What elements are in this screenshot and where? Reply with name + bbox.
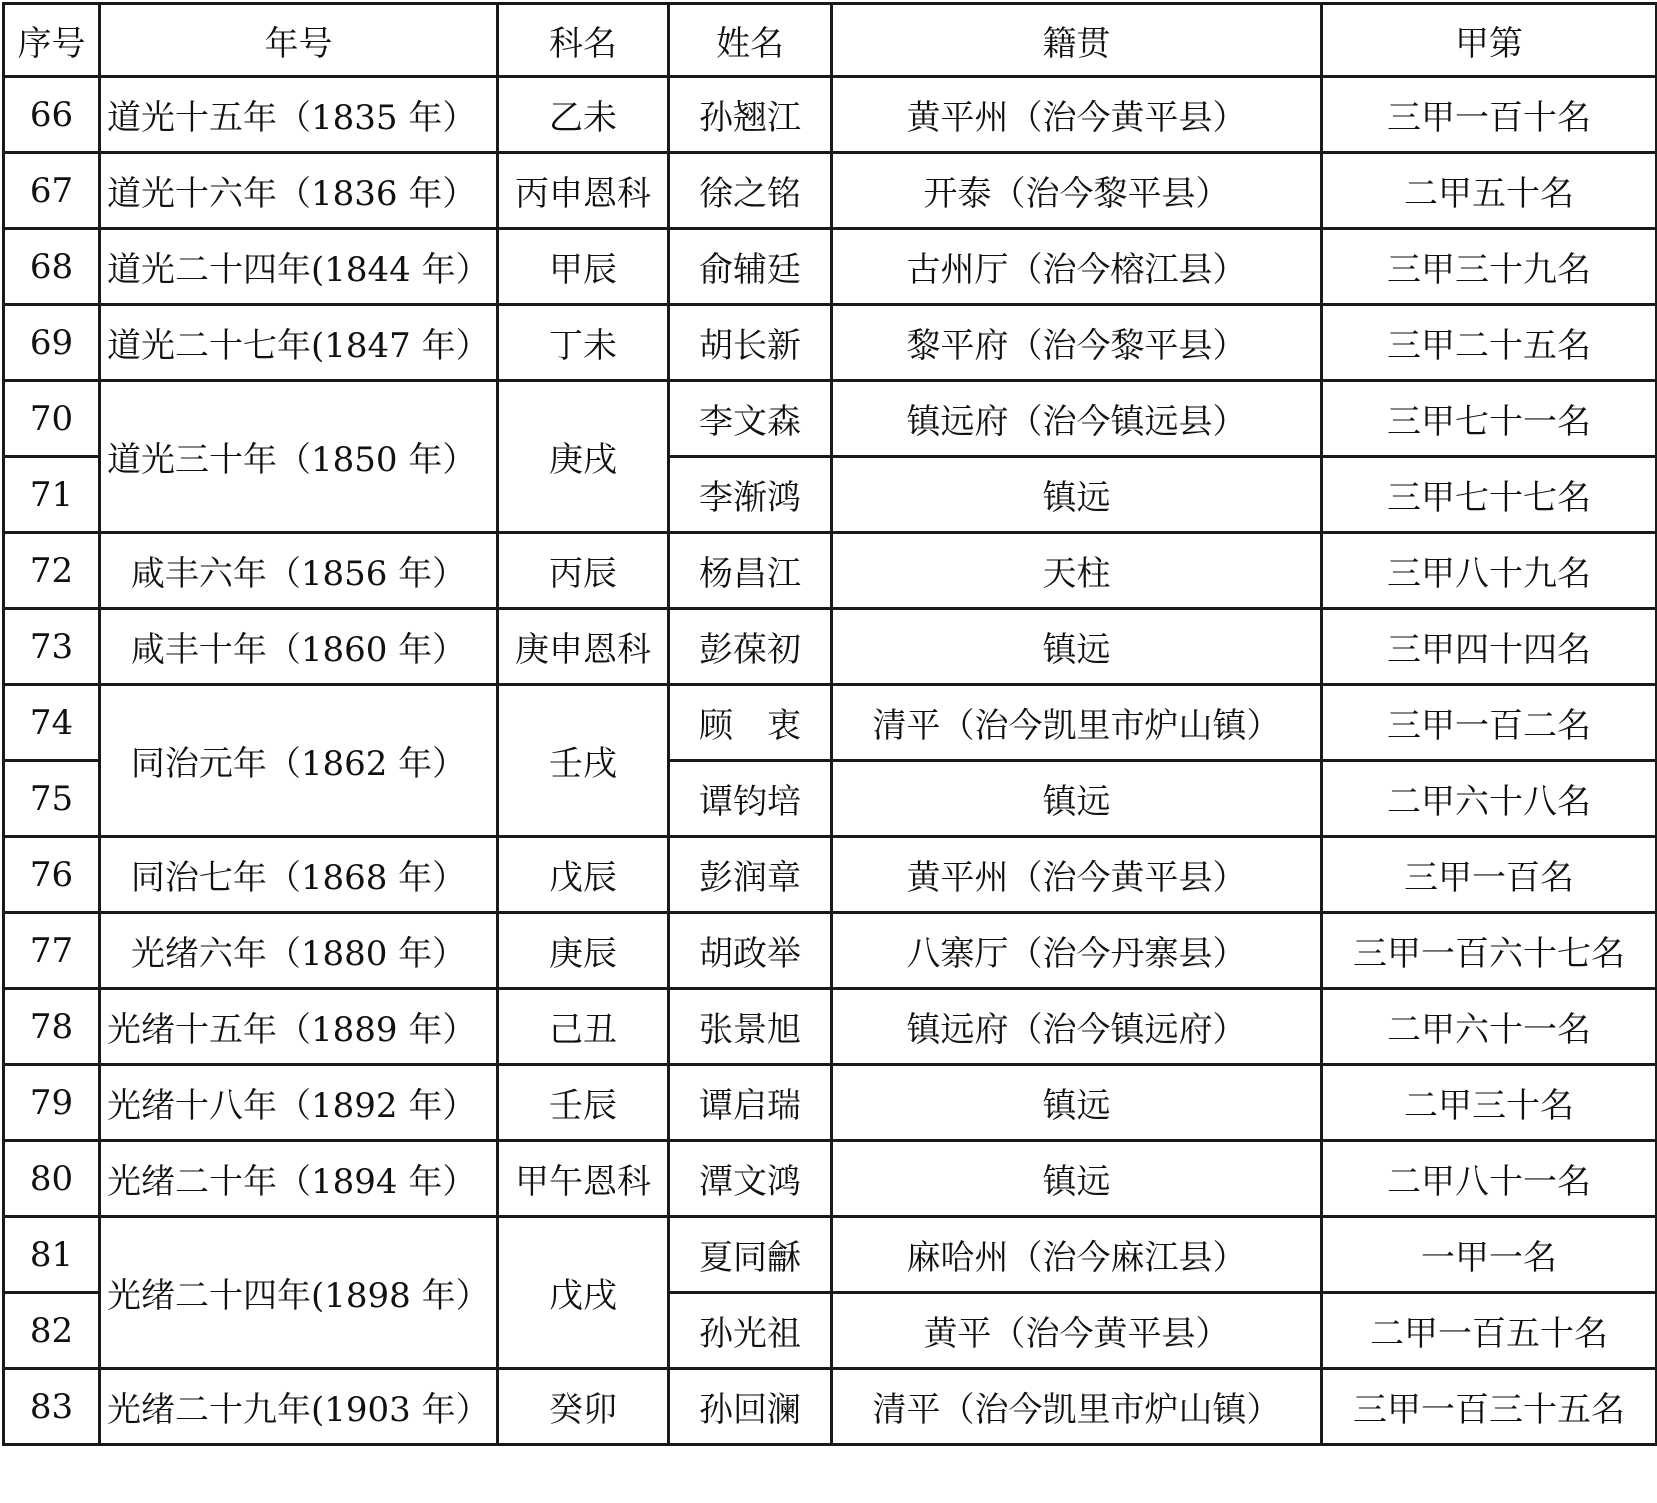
table-row (4, 229, 1657, 305)
cell-era: 道光十六年（1836 年） (100, 153, 498, 229)
cell-rank: 三甲四十四名 (1322, 609, 1657, 685)
jinshi-table (2, 2, 1657, 1446)
cell-era: 光绪二十九年(1903 年） (100, 1369, 498, 1445)
cell-no: 76 (4, 837, 100, 913)
table-row (4, 609, 1657, 685)
cell-origin: 古州厅（治今榕江县） (832, 229, 1322, 305)
cell-name: 谭钧培 (669, 761, 832, 837)
cell-era: 道光二十四年(1844 年） (100, 229, 498, 305)
cell-origin: 开泰（治今黎平县） (832, 153, 1322, 229)
cell-rank: 三甲七十七名 (1322, 457, 1657, 533)
cell-era: 光绪六年（1880 年） (100, 913, 498, 989)
cell-no: 83 (4, 1369, 100, 1445)
cell-name: 谭启瑞 (669, 1065, 832, 1141)
cell-ke: 丙申恩科 (498, 153, 669, 229)
cell-ke: 丁未 (498, 305, 669, 381)
table-row (4, 77, 1657, 153)
header-origin: 籍贯 (832, 4, 1322, 77)
table-row (4, 1141, 1657, 1217)
cell-origin: 镇远 (832, 609, 1322, 685)
cell-rank: 三甲一百三十五名 (1322, 1369, 1657, 1445)
cell-rank: 一甲一名 (1322, 1217, 1657, 1293)
cell-era: 光绪十八年（1892 年） (100, 1065, 498, 1141)
cell-era: 咸丰六年（1856 年） (100, 533, 498, 609)
cell-origin: 黄平（治今黄平县） (832, 1293, 1322, 1369)
cell-origin: 镇远 (832, 1141, 1322, 1217)
cell-origin: 清平（治今凯里市炉山镇） (832, 1369, 1322, 1445)
cell-era: 道光二十七年(1847 年） (100, 305, 498, 381)
cell-no: 74 (4, 685, 100, 761)
cell-name: 孙翘江 (669, 77, 832, 153)
table-row (4, 533, 1657, 609)
header-name: 姓名 (669, 4, 832, 77)
cell-name: 李渐鸿 (669, 457, 832, 533)
cell-name: 胡长新 (669, 305, 832, 381)
cell-era: 光绪二十四年(1898 年） (100, 1217, 498, 1369)
cell-origin: 麻哈州（治今麻江县） (832, 1217, 1322, 1293)
cell-ke: 戊戌 (498, 1217, 669, 1369)
cell-origin: 黄平州（治今黄平县） (832, 837, 1322, 913)
table-row (4, 837, 1657, 913)
cell-name: 俞辅廷 (669, 229, 832, 305)
header-rank: 甲第 (1322, 4, 1657, 77)
cell-no: 80 (4, 1141, 100, 1217)
cell-rank: 三甲一百十名 (1322, 77, 1657, 153)
cell-origin: 镇远府（治今镇远县） (832, 381, 1322, 457)
cell-ke: 丙辰 (498, 533, 669, 609)
cell-name: 胡政举 (669, 913, 832, 989)
cell-era: 光绪二十年（1894 年） (100, 1141, 498, 1217)
cell-rank: 二甲六十八名 (1322, 761, 1657, 837)
table-row (4, 305, 1657, 381)
cell-ke: 戊辰 (498, 837, 669, 913)
cell-ke: 己丑 (498, 989, 669, 1065)
cell-rank: 三甲一百六十七名 (1322, 913, 1657, 989)
cell-no: 81 (4, 1217, 100, 1293)
cell-no: 68 (4, 229, 100, 305)
cell-origin: 天柱 (832, 533, 1322, 609)
cell-no: 79 (4, 1065, 100, 1141)
table-row (4, 1217, 1657, 1293)
cell-ke: 庚申恩科 (498, 609, 669, 685)
header-row (4, 4, 1657, 77)
cell-rank: 二甲五十名 (1322, 153, 1657, 229)
cell-ke: 庚辰 (498, 913, 669, 989)
cell-origin: 黎平府（治今黎平县） (832, 305, 1322, 381)
cell-no: 78 (4, 989, 100, 1065)
cell-name: 彭润章 (669, 837, 832, 913)
table-row (4, 913, 1657, 989)
cell-rank: 三甲一百二名 (1322, 685, 1657, 761)
table-row (4, 1369, 1657, 1445)
header-era: 年号 (100, 4, 498, 77)
cell-ke: 庚戌 (498, 381, 669, 533)
cell-name: 徐之铭 (669, 153, 832, 229)
table-row (4, 1065, 1657, 1141)
cell-origin: 镇远府（治今镇远府） (832, 989, 1322, 1065)
header-no: 序号 (4, 4, 100, 77)
cell-ke: 壬辰 (498, 1065, 669, 1141)
cell-no: 66 (4, 77, 100, 153)
cell-ke: 壬戌 (498, 685, 669, 837)
cell-rank: 三甲七十一名 (1322, 381, 1657, 457)
cell-era: 光绪十五年（1889 年） (100, 989, 498, 1065)
cell-rank: 三甲八十九名 (1322, 533, 1657, 609)
cell-name: 张景旭 (669, 989, 832, 1065)
cell-no: 77 (4, 913, 100, 989)
cell-origin: 黄平州（治今黄平县） (832, 77, 1322, 153)
cell-no: 82 (4, 1293, 100, 1369)
cell-name: 孙光祖 (669, 1293, 832, 1369)
cell-origin: 镇远 (832, 1065, 1322, 1141)
cell-origin: 镇远 (832, 457, 1322, 533)
cell-rank: 三甲二十五名 (1322, 305, 1657, 381)
cell-name: 顾 衷 (669, 685, 832, 761)
cell-no: 71 (4, 457, 100, 533)
cell-name: 彭葆初 (669, 609, 832, 685)
cell-era: 咸丰十年（1860 年） (100, 609, 498, 685)
cell-ke: 癸卯 (498, 1369, 669, 1445)
cell-name: 夏同龢 (669, 1217, 832, 1293)
cell-rank: 二甲三十名 (1322, 1065, 1657, 1141)
header-ke: 科名 (498, 4, 669, 77)
cell-ke: 甲辰 (498, 229, 669, 305)
cell-era: 道光三十年（1850 年） (100, 381, 498, 533)
cell-no: 67 (4, 153, 100, 229)
cell-no: 75 (4, 761, 100, 837)
cell-era: 同治元年（1862 年） (100, 685, 498, 837)
cell-rank: 三甲一百名 (1322, 837, 1657, 913)
table-row (4, 381, 1657, 457)
cell-origin: 清平（治今凯里市炉山镇） (832, 685, 1322, 761)
cell-rank: 二甲一百五十名 (1322, 1293, 1657, 1369)
cell-name: 孙回澜 (669, 1369, 832, 1445)
cell-origin: 镇远 (832, 761, 1322, 837)
cell-no: 73 (4, 609, 100, 685)
cell-origin: 八寨厅（治今丹寨县） (832, 913, 1322, 989)
cell-name: 杨昌江 (669, 533, 832, 609)
cell-rank: 二甲八十一名 (1322, 1141, 1657, 1217)
cell-rank: 三甲三十九名 (1322, 229, 1657, 305)
cell-rank: 二甲六十一名 (1322, 989, 1657, 1065)
cell-ke: 甲午恩科 (498, 1141, 669, 1217)
cell-no: 69 (4, 305, 100, 381)
cell-era: 同治七年（1868 年） (100, 837, 498, 913)
table-row (4, 153, 1657, 229)
table-row (4, 989, 1657, 1065)
cell-no: 72 (4, 533, 100, 609)
cell-name: 李文森 (669, 381, 832, 457)
cell-no: 70 (4, 381, 100, 457)
cell-ke: 乙未 (498, 77, 669, 153)
cell-era: 道光十五年（1835 年） (100, 77, 498, 153)
cell-name: 潭文鸿 (669, 1141, 832, 1217)
table-row (4, 685, 1657, 761)
